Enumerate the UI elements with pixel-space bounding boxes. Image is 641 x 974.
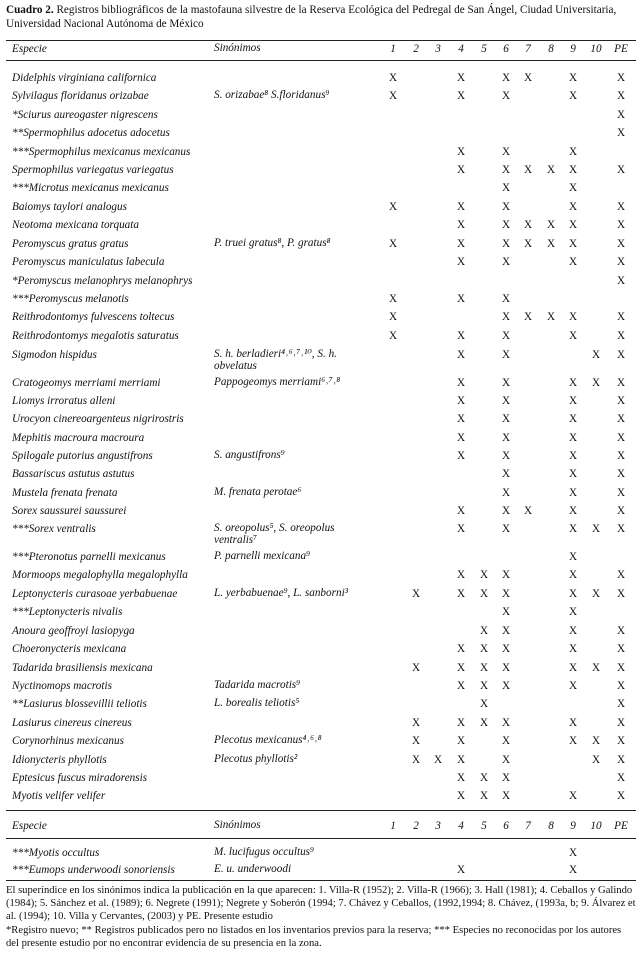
record-mark: X: [456, 643, 466, 655]
species-name: Cratogeomys merriami merriami: [12, 377, 161, 389]
species-name: Leptonycteris curasoae yerbabuenae: [12, 588, 178, 600]
record-mark: X: [501, 569, 511, 581]
record-mark: X: [501, 395, 511, 407]
record-mark: X: [388, 293, 398, 305]
record-mark: X: [479, 569, 489, 581]
species-name: Liomys irroratus alleni: [12, 395, 116, 407]
species-name: Urocyon cinereoargenteus nigrirostris: [12, 413, 184, 425]
species-name: Sorex saussurei saussurei: [12, 505, 127, 517]
record-mark: X: [388, 330, 398, 342]
species-name: Bassariscus astutus astutus: [12, 468, 135, 480]
record-mark: X: [456, 349, 466, 361]
species-name: Spilogale putorius angustifrons: [12, 450, 153, 462]
record-mark: X: [501, 487, 511, 499]
record-mark: X: [501, 625, 511, 637]
header-col-9: 9: [570, 43, 576, 55]
record-mark: X: [616, 256, 626, 268]
record-mark: X: [456, 505, 466, 517]
synonym: L. yerbabuenae⁹, L. sanborni³: [214, 587, 349, 599]
record-mark: X: [616, 238, 626, 250]
species-name: ***Pteronotus parnelli mexicanus: [12, 551, 166, 563]
record-mark: X: [616, 432, 626, 444]
header-col-5: 5: [481, 43, 487, 55]
record-mark: X: [501, 662, 511, 674]
record-mark: X: [479, 662, 489, 674]
record-mark: X: [501, 164, 511, 176]
record-mark: X: [616, 625, 626, 637]
record-mark: X: [616, 349, 626, 361]
record-mark: X: [616, 680, 626, 692]
record-mark: X: [456, 219, 466, 231]
record-mark: X: [456, 72, 466, 84]
record-mark: X: [456, 146, 466, 158]
record-mark: X: [501, 432, 511, 444]
record-mark: X: [568, 395, 578, 407]
record-mark: X: [479, 772, 489, 784]
record-mark: X: [568, 330, 578, 342]
synonym: M. frenata perotae⁶: [214, 486, 302, 498]
record-mark: X: [591, 754, 601, 766]
species-name: Anoura geoffroyi lasiopyga: [12, 625, 135, 637]
record-mark: X: [568, 450, 578, 462]
rule-mid: [6, 810, 636, 811]
record-mark: X: [546, 164, 556, 176]
record-mark: X: [501, 735, 511, 747]
record-mark: X: [501, 72, 511, 84]
record-mark: X: [388, 72, 398, 84]
record-mark: X: [568, 606, 578, 618]
footnote-symbols: *Registro nuevo; ** Registros publicados pero no listados en los inventarios previos para la reserva; *** Especies no reconocidas por los autores del presente estudio por no encontrar evidencia de su presencia en la zona.: [6, 924, 622, 949]
header-col-1: 1: [390, 820, 396, 832]
record-mark: X: [568, 505, 578, 517]
record-mark: X: [616, 201, 626, 213]
record-mark: X: [546, 311, 556, 323]
species-name: Neotoma mexicana torquata: [12, 219, 139, 231]
record-mark: X: [568, 256, 578, 268]
record-mark: X: [456, 790, 466, 802]
record-mark: X: [456, 450, 466, 462]
species-name: **Spermophilus adocetus adocetus: [12, 127, 170, 139]
record-mark: X: [456, 330, 466, 342]
record-mark: X: [616, 413, 626, 425]
species-name: ***Myotis occultus: [12, 847, 100, 859]
record-mark: X: [501, 201, 511, 213]
record-mark: X: [568, 377, 578, 389]
record-mark: X: [568, 72, 578, 84]
species-name: ***Leptonycteris nivalis: [12, 606, 123, 618]
header-col-7: 7: [525, 820, 531, 832]
record-mark: X: [616, 109, 626, 121]
record-mark: X: [456, 717, 466, 729]
record-mark: X: [616, 717, 626, 729]
header-col-3: 3: [435, 820, 441, 832]
record-mark: X: [411, 735, 421, 747]
record-mark: X: [568, 662, 578, 674]
synonym: M. lucifugus occultus⁹: [214, 846, 314, 858]
record-mark: X: [568, 164, 578, 176]
species-name: Idionycteris phyllotis: [12, 754, 107, 766]
record-mark: X: [568, 90, 578, 102]
record-mark: X: [456, 256, 466, 268]
record-mark: X: [568, 413, 578, 425]
record-mark: X: [479, 625, 489, 637]
record-mark: X: [568, 625, 578, 637]
record-mark: X: [501, 643, 511, 655]
species-name: ***Eumops underwoodi sonoriensis: [12, 864, 175, 876]
record-mark: X: [456, 569, 466, 581]
record-mark: X: [411, 717, 421, 729]
record-mark: X: [568, 588, 578, 600]
table-footnotes: [6, 884, 636, 950]
header-col-5: 5: [481, 820, 487, 832]
record-mark: X: [616, 72, 626, 84]
record-mark: X: [568, 735, 578, 747]
species-name: Sylvilagus floridanus orizabae: [12, 90, 149, 102]
record-mark: X: [501, 90, 511, 102]
record-mark: X: [568, 238, 578, 250]
record-mark: X: [456, 395, 466, 407]
record-mark: X: [388, 311, 398, 323]
record-mark: X: [456, 588, 466, 600]
record-mark: X: [616, 662, 626, 674]
header-col-10: 10: [590, 43, 602, 55]
record-mark: X: [501, 293, 511, 305]
record-mark: X: [616, 698, 626, 710]
synonym: Plecotus mexicanus⁴˒⁶˒⁸: [214, 734, 322, 746]
record-mark: X: [616, 311, 626, 323]
record-mark: X: [411, 588, 421, 600]
record-mark: X: [546, 238, 556, 250]
record-mark: X: [568, 790, 578, 802]
record-mark: X: [501, 349, 511, 361]
record-mark: X: [568, 569, 578, 581]
species-name: Spermophilus variegatus variegatus: [12, 164, 174, 176]
record-mark: X: [456, 238, 466, 250]
synonym: Plecotus phyllotis²: [214, 753, 298, 765]
record-mark: X: [388, 238, 398, 250]
record-mark: X: [568, 432, 578, 444]
species-name: Corynorhinus mexicanus: [12, 735, 124, 747]
record-mark: X: [501, 450, 511, 462]
record-mark: X: [616, 754, 626, 766]
species-name: Reithrodontomys fulvescens toltecus: [12, 311, 175, 323]
record-mark: X: [523, 505, 533, 517]
record-mark: X: [501, 182, 511, 194]
species-name: Mephitis macroura macroura: [12, 432, 145, 444]
record-mark: X: [523, 72, 533, 84]
record-mark: X: [411, 662, 421, 674]
footnote-references: El superíndice en los sinónimos indica la publicación en la que aparecen: 1. Villa-R (1952); 2. Villa-R (1966); 3. Hall (1981); 4. Ceballos y Galindo (1984); 5. Sánchez et al. (1989); 6. Negrete (1991); Negrete y Soberón (1994; 7. Chávez y Ceballos, (1992,1994; 8. Chávez, (1993a, b; 9. Álvarez et al. (1994); 10. Villa y Cervantes, (2003) y PE. Presente estudio: [6, 885, 636, 923]
record-mark: X: [616, 772, 626, 784]
synonym: S. oreopolus⁵, S. oreopolus ventralis⁷: [214, 522, 335, 546]
synonym: S. h. berladieri⁴˒⁶˒⁷˒¹⁰, S. h. obvelatus: [214, 348, 337, 372]
record-mark: X: [456, 90, 466, 102]
synonym: Tadarida macrotis⁹: [214, 679, 301, 691]
species-name: *Peromyscus melanophrys melanophrys: [12, 275, 193, 287]
species-name: *Sciurus aureogaster nigrescens: [12, 109, 158, 121]
record-mark: X: [616, 330, 626, 342]
synonym: S. angustifrons⁹: [214, 449, 285, 461]
record-mark: X: [568, 201, 578, 213]
record-mark: X: [479, 698, 489, 710]
caption-text: Registros bibliográficos de la mastofauna silvestre de la Reserva Ecológica del Pedregal de San Ángel, Ciudad Universitaria, Universidad Nacional Autónoma de México: [6, 4, 617, 30]
record-mark: X: [568, 311, 578, 323]
synonym: Pappogeomys merriami⁶˒⁷˒⁸: [214, 376, 341, 388]
record-mark: X: [388, 90, 398, 102]
table-caption: [6, 4, 636, 31]
record-mark: X: [591, 735, 601, 747]
record-mark: X: [591, 662, 601, 674]
record-mark: X: [456, 523, 466, 535]
rule-bottom: [6, 880, 636, 881]
record-mark: X: [501, 256, 511, 268]
synonym: E. u. underwoodi: [214, 863, 292, 875]
header-col-1: 1: [390, 43, 396, 55]
species-name: Eptesicus fuscus miradorensis: [12, 772, 148, 784]
record-mark: X: [523, 238, 533, 250]
record-mark: X: [501, 790, 511, 802]
record-mark: X: [568, 551, 578, 563]
record-mark: X: [616, 377, 626, 389]
record-mark: X: [501, 523, 511, 535]
species-name: Tadarida brasiliensis mexicana: [12, 662, 153, 674]
header-col-2: 2: [413, 820, 419, 832]
record-mark: X: [568, 717, 578, 729]
record-mark: X: [568, 847, 578, 859]
record-mark: X: [501, 754, 511, 766]
record-mark: X: [501, 468, 511, 480]
header-col-7: 7: [525, 43, 531, 55]
record-mark: X: [501, 311, 511, 323]
species-name: Baiomys taylori analogus: [12, 201, 127, 213]
record-mark: X: [546, 219, 556, 231]
record-mark: X: [456, 377, 466, 389]
record-mark: X: [568, 643, 578, 655]
record-mark: X: [456, 680, 466, 692]
header-col-4: 4: [458, 820, 464, 832]
species-name: ***Spermophilus mexicanus mexicanus: [12, 146, 191, 158]
header-col-10: 10: [590, 820, 602, 832]
header-col-2: 2: [413, 43, 419, 55]
synonym: L. borealis teliotis⁵: [214, 697, 300, 709]
record-mark: X: [523, 219, 533, 231]
synonym: S. orizabae⁸ S.floridanus⁹: [214, 89, 330, 101]
rule-header: [6, 60, 636, 61]
record-mark: X: [456, 864, 466, 876]
record-mark: X: [616, 735, 626, 747]
species-name: Sigmodon hispidus: [12, 349, 97, 361]
record-mark: X: [501, 717, 511, 729]
record-mark: X: [456, 754, 466, 766]
record-mark: X: [523, 164, 533, 176]
record-mark: X: [616, 643, 626, 655]
species-name: Myotis velifer velifer: [12, 790, 106, 802]
rule-header2: [6, 838, 636, 839]
species-name: Mustela frenata frenata: [12, 487, 118, 499]
species-name: **Lasiurus blossevillii teliotis: [12, 698, 147, 710]
record-mark: X: [616, 505, 626, 517]
record-mark: X: [616, 790, 626, 802]
header-col-8: 8: [548, 820, 554, 832]
record-mark: X: [501, 330, 511, 342]
record-mark: X: [616, 395, 626, 407]
record-mark: X: [501, 219, 511, 231]
record-mark: X: [616, 569, 626, 581]
record-mark: X: [523, 311, 533, 323]
record-mark: X: [479, 717, 489, 729]
header-species: Especie: [12, 820, 47, 832]
record-mark: X: [568, 146, 578, 158]
record-mark: X: [568, 182, 578, 194]
record-mark: X: [388, 201, 398, 213]
header-col-4: 4: [458, 43, 464, 55]
record-mark: X: [591, 523, 601, 535]
record-mark: X: [616, 487, 626, 499]
record-mark: X: [616, 90, 626, 102]
record-mark: X: [479, 588, 489, 600]
record-mark: X: [616, 164, 626, 176]
synonym: P. truei gratus⁸, P. gratus⁸: [214, 237, 331, 249]
header-species: Especie: [12, 43, 47, 55]
record-mark: X: [591, 588, 601, 600]
record-mark: X: [568, 487, 578, 499]
record-mark: X: [591, 349, 601, 361]
record-mark: X: [501, 146, 511, 158]
record-mark: X: [456, 164, 466, 176]
header-col-9: 9: [570, 820, 576, 832]
record-mark: X: [616, 275, 626, 287]
record-mark: X: [479, 680, 489, 692]
header-col-pe: PE: [614, 820, 628, 832]
header-col-6: 6: [503, 43, 509, 55]
record-mark: X: [456, 201, 466, 213]
record-mark: X: [456, 293, 466, 305]
record-mark: X: [591, 377, 601, 389]
species-name: Peromyscus gratus gratus: [12, 238, 129, 250]
record-mark: X: [568, 468, 578, 480]
species-name: Peromyscus maniculatus labecula: [12, 256, 165, 268]
record-mark: X: [616, 127, 626, 139]
record-mark: X: [501, 680, 511, 692]
record-mark: X: [456, 772, 466, 784]
record-mark: X: [501, 413, 511, 425]
species-name: ***Peromyscus melanotis: [12, 293, 129, 305]
record-mark: X: [411, 754, 421, 766]
record-mark: X: [456, 432, 466, 444]
record-mark: X: [501, 238, 511, 250]
record-mark: X: [456, 735, 466, 747]
rule-top: [6, 40, 636, 41]
record-mark: X: [501, 377, 511, 389]
record-mark: X: [501, 588, 511, 600]
header-synonyms: Sinónimos: [214, 42, 261, 54]
header-col-pe: PE: [614, 43, 628, 55]
header-col-8: 8: [548, 43, 554, 55]
species-name: ***Microtus mexicanus mexicanus: [12, 182, 169, 194]
species-name: Nyctinomops macrotis: [12, 680, 112, 692]
record-mark: X: [616, 219, 626, 231]
record-mark: X: [616, 523, 626, 535]
record-mark: X: [616, 468, 626, 480]
record-mark: X: [568, 864, 578, 876]
species-name: Didelphis virginiana californica: [12, 72, 157, 84]
record-mark: X: [479, 790, 489, 802]
record-mark: X: [568, 680, 578, 692]
header-col-6: 6: [503, 820, 509, 832]
record-mark: X: [616, 588, 626, 600]
species-name: Lasiurus cinereus cinereus: [12, 717, 132, 729]
record-mark: X: [456, 662, 466, 674]
record-mark: X: [501, 606, 511, 618]
record-mark: X: [456, 413, 466, 425]
record-mark: X: [501, 772, 511, 784]
record-mark: X: [501, 505, 511, 517]
species-name: Reithrodontomys megalotis saturatus: [12, 330, 179, 342]
species-name: Mormoops megalophylla megalophylla: [12, 569, 188, 581]
caption-label: Cuadro 2.: [6, 4, 54, 16]
record-mark: X: [433, 754, 443, 766]
record-mark: X: [568, 523, 578, 535]
species-name: ***Sorex ventralis: [12, 523, 96, 535]
record-mark: X: [568, 219, 578, 231]
species-name: Choeronycteris mexicana: [12, 643, 127, 655]
header-synonyms: Sinónimos: [214, 819, 261, 831]
synonym: P. parnelli mexicana⁹: [214, 550, 310, 562]
record-mark: X: [479, 643, 489, 655]
record-mark: X: [616, 450, 626, 462]
header-col-3: 3: [435, 43, 441, 55]
